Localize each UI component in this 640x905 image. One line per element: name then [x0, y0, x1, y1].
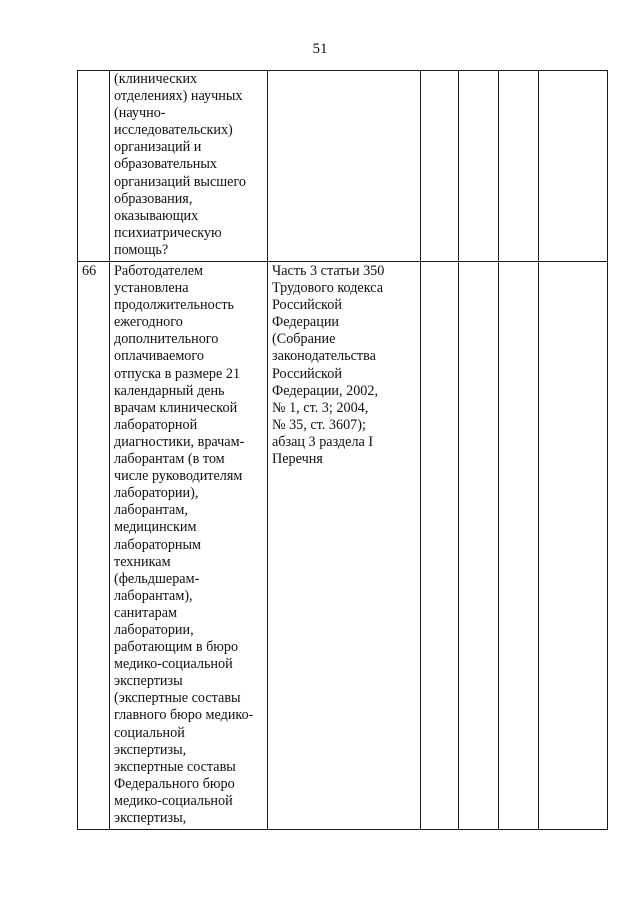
requirement-cell: (клинических отделениях) научных (научно- исследовательских) организаций и образовательных организаций высшего образования, оказывающих психиатрическую помощь?: [110, 71, 268, 262]
legal-basis-cell: Часть 3 статьи 350 Трудового кодекса Российской Федерации (Собрание законодательства Российской Федерации, 2002, № 1, ст. 3; 2004, № 35, ст. 3607); абзац 3 раздела I Перечня: [268, 262, 421, 830]
comment-cell: [539, 71, 608, 262]
page-number: 51: [312, 41, 328, 57]
comment-cell: [539, 262, 608, 830]
answer-cell-yes: [421, 262, 459, 830]
answer-cell-na: [499, 71, 539, 262]
checklist-table: [77, 70, 608, 830]
requirement-cell: Работодателем установлена продолжительность ежегодного дополнительного оплачиваемого отпуска в размере 21 календарный день врачам клинической лабораторной диагностики, врачам- лаборантам (в том числе руководителям лаборатории), лаборантам, медицинским лабораторным техникам (фельдшерам- лаборантам), санитарам лаборатории, работающим в бюро медико-социальной экспертизы (экспертные составы главного бюро медико- социальной экспертизы, экспертные составы Федерального бюро медико-социальной экспертизы,: [110, 262, 268, 830]
answer-cell-na: [499, 262, 539, 830]
row-number-cell: [78, 71, 110, 262]
answer-cell-no: [459, 71, 499, 262]
answer-cell-no: [459, 262, 499, 830]
checklist-table-container: [77, 70, 607, 830]
answer-cell-yes: [421, 71, 459, 262]
row-number-cell: 66: [78, 262, 110, 830]
table-row: [78, 71, 608, 262]
table-row: [78, 262, 608, 830]
legal-basis-cell: [268, 71, 421, 262]
